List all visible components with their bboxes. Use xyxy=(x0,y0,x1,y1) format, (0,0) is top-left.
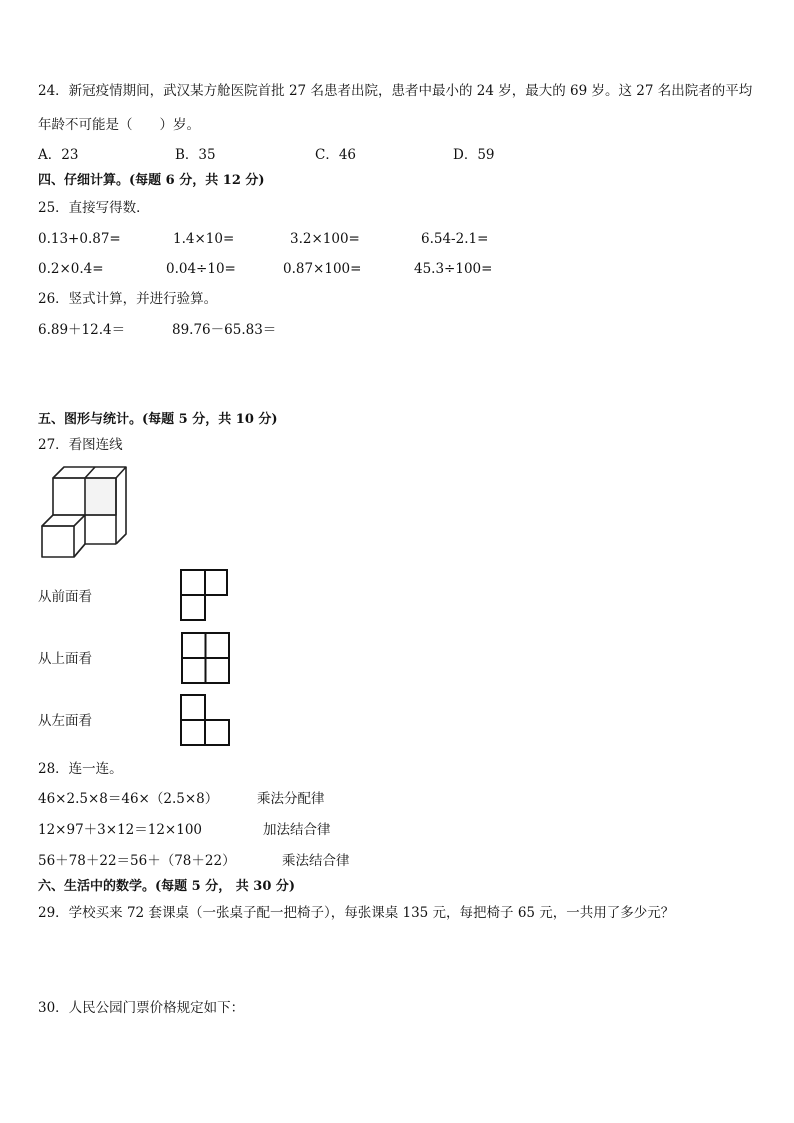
q25-item: 1.4×10= xyxy=(173,231,235,247)
section5-title: 五、图形与统计。(每题 5 分，共 10 分) xyxy=(38,412,278,427)
q28-prompt: 28．连一连。 xyxy=(38,761,123,777)
q28-expression: 12×97＋3×12＝12×100 xyxy=(38,822,203,838)
q28-expression: 46×2.5×8＝46×（2.5×8） xyxy=(38,791,219,807)
q28-law: 加法结合律 xyxy=(263,822,331,838)
q25-item: 0.87×100= xyxy=(283,261,362,277)
q24-option-d: D．59 xyxy=(453,147,495,163)
q28-law: 乘法分配律 xyxy=(257,791,325,807)
q25-item: 0.2×0.4= xyxy=(38,261,104,277)
q25-item: 6.54-2.1= xyxy=(421,231,489,247)
q28-expression: 56＋78＋22＝56＋（78＋22） xyxy=(38,853,236,869)
view-shape-l xyxy=(178,568,230,623)
q26-prompt: 26．竖式计算，并进行验算。 xyxy=(38,291,218,307)
q28-law: 乘法结合律 xyxy=(282,853,350,869)
view-label-left: 从左面看 xyxy=(38,713,92,729)
q29-text: 29．学校买来 72 套课桌（一张桌子配一把椅子），每张课桌 135 元，每把椅子 65 元，一共用了多少元？ xyxy=(38,905,675,921)
q24-line1: 24．新冠疫情期间，武汉某方舱医院首批 27 名患者出院，患者中最小的 24 岁，最大的 69 岁。这 27 名出院者的平均 xyxy=(38,83,753,99)
cube-stack-figure xyxy=(38,464,130,560)
section6-title: 六、生活中的数学。(每题 5 分， 共 30 分) xyxy=(38,879,296,894)
q26-item: 89.76－65.83＝ xyxy=(172,322,277,338)
q24-option-a: A．23 xyxy=(38,147,79,163)
view-shape-inverted-l xyxy=(178,692,233,749)
q25-item: 0.13+0.87= xyxy=(38,231,121,247)
q24-option-c: C．46 xyxy=(315,147,357,163)
view-shape-square xyxy=(178,630,233,687)
q24-line2: 年龄不可能是（ ）岁。 xyxy=(38,117,200,133)
q25-item: 45.3÷100= xyxy=(414,261,493,277)
q25-item: 3.2×100= xyxy=(290,231,360,247)
section4-title: 四、仔细计算。(每题 6 分，共 12 分) xyxy=(38,173,265,188)
view-label-top: 从上面看 xyxy=(38,651,92,667)
q24-option-b: B．35 xyxy=(175,147,216,163)
q25-prompt: 25．直接写得数． xyxy=(38,200,150,216)
q27-prompt: 27．看图连线 xyxy=(38,437,123,453)
view-label-front: 从前面看 xyxy=(38,589,92,605)
q26-item: 6.89＋12.4＝ xyxy=(38,322,126,338)
q30-text: 30．人民公园门票价格规定如下： xyxy=(38,1000,245,1016)
q25-item: 0.04÷10= xyxy=(166,261,236,277)
